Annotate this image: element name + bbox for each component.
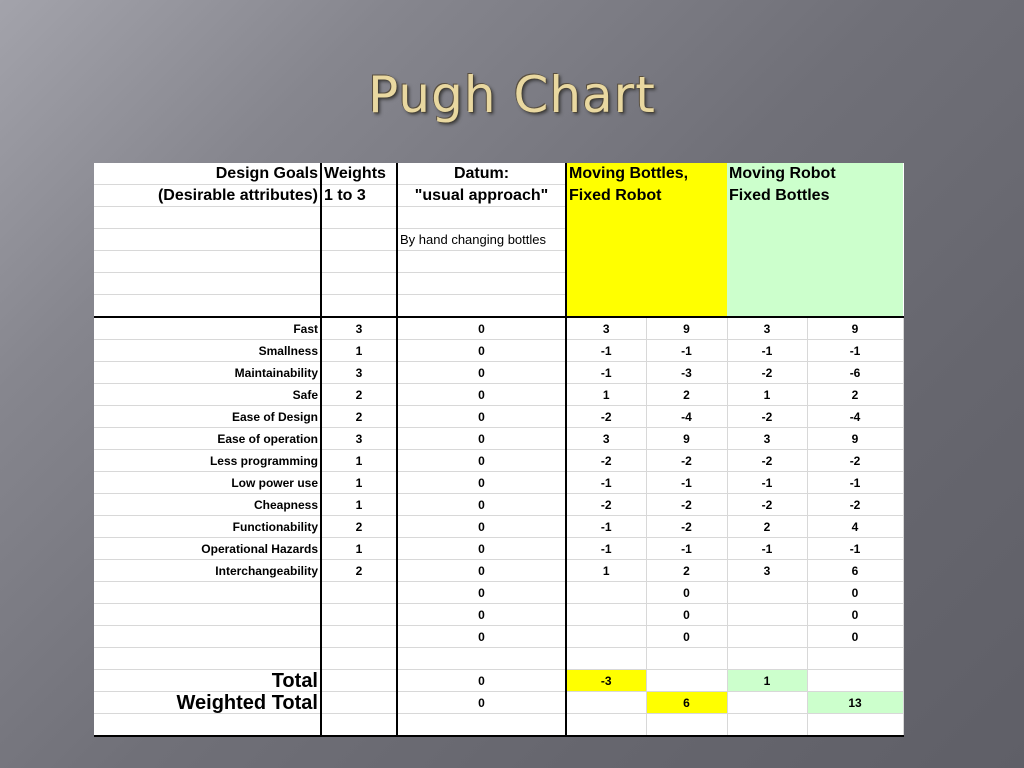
weighted-total-concept2: 13: [807, 692, 903, 714]
criterion-weight: [321, 604, 397, 626]
table-row: [94, 604, 903, 626]
table-row: [94, 362, 903, 384]
criterion-weight: 3: [321, 317, 397, 340]
concept2-weighted: 9: [807, 428, 903, 450]
concept2-score: [727, 582, 807, 604]
header-concept1-line2: Fixed Robot: [566, 185, 727, 207]
total-concept1: -3: [566, 670, 646, 692]
criterion-datum: 0: [397, 317, 566, 340]
criterion-datum: 0: [397, 450, 566, 472]
concept1-score: 1: [566, 384, 646, 406]
concept2-score: 3: [727, 428, 807, 450]
criterion-goal: Safe: [94, 384, 321, 406]
concept1-weighted: -2: [646, 494, 727, 516]
criterion-goal: Less programming: [94, 450, 321, 472]
criterion-goal: Smallness: [94, 340, 321, 362]
concept2-weighted: -6: [807, 362, 903, 384]
criterion-datum: 0: [397, 626, 566, 648]
concept1-weighted: 2: [646, 384, 727, 406]
concept2-weighted: -1: [807, 538, 903, 560]
weighted-total-concept1: 6: [646, 692, 727, 714]
criterion-weight: 2: [321, 384, 397, 406]
concept2-weighted: 2: [807, 384, 903, 406]
total-label: Total: [94, 670, 321, 692]
concept2-score: -2: [727, 450, 807, 472]
criterion-goal: Interchangeability: [94, 560, 321, 582]
concept1-weighted: -1: [646, 538, 727, 560]
concept2-weighted: 9: [807, 317, 903, 340]
criterion-datum: 0: [397, 604, 566, 626]
table-row: [94, 582, 903, 604]
concept2-weighted: -2: [807, 494, 903, 516]
criterion-datum: 0: [397, 340, 566, 362]
table-row: [94, 538, 903, 560]
header-concept2-line1: Moving Robot: [727, 163, 903, 185]
concept2-weighted: 0: [807, 582, 903, 604]
weighted-total-label: Weighted Total: [94, 692, 321, 714]
concept1-score: 3: [566, 428, 646, 450]
concept1-score: -2: [566, 406, 646, 428]
criterion-datum: 0: [397, 538, 566, 560]
concept1-weighted: 9: [646, 317, 727, 340]
concept2-score: 2: [727, 516, 807, 538]
concept1-weighted: -2: [646, 450, 727, 472]
concept1-score: -2: [566, 494, 646, 516]
concept1-header-fill: [566, 207, 727, 318]
concept1-weighted: 0: [646, 626, 727, 648]
criterion-weight: 1: [321, 472, 397, 494]
criterion-weight: 2: [321, 406, 397, 428]
concept2-score: -1: [727, 538, 807, 560]
concept1-score: -1: [566, 472, 646, 494]
concept1-score: -1: [566, 340, 646, 362]
table-row: [94, 472, 903, 494]
criterion-goal: Ease of Design: [94, 406, 321, 428]
concept2-score: [727, 604, 807, 626]
datum-note: By hand changing bottles: [397, 229, 566, 251]
criterion-goal: Fast: [94, 317, 321, 340]
concept1-score: [566, 582, 646, 604]
concept1-weighted: -3: [646, 362, 727, 384]
table-row: [94, 626, 903, 648]
concept2-score: -2: [727, 494, 807, 516]
criterion-goal: Operational Hazards: [94, 538, 321, 560]
concept1-weighted: -4: [646, 406, 727, 428]
header-weights-range: 1 to 3: [321, 185, 397, 207]
header-design-goals: Design Goals: [94, 163, 321, 185]
table-row: [94, 406, 903, 428]
criterion-goal: Cheapness: [94, 494, 321, 516]
concept1-weighted: 0: [646, 604, 727, 626]
concept1-score: -1: [566, 362, 646, 384]
concept1-score: 1: [566, 560, 646, 582]
concept1-weighted: -2: [646, 516, 727, 538]
criterion-goal: Maintainability: [94, 362, 321, 384]
table-row: [94, 494, 903, 516]
concept1-score: -1: [566, 516, 646, 538]
header-concept2-line2: Fixed Bottles: [727, 185, 903, 207]
weighted-total-datum: 0: [397, 692, 566, 714]
total-concept2: 1: [727, 670, 807, 692]
criterion-weight: 3: [321, 362, 397, 384]
header-desirable-attributes: (Desirable attributes): [94, 185, 321, 207]
concept2-weighted: 4: [807, 516, 903, 538]
header-usual-approach: "usual approach": [397, 185, 566, 207]
criterion-weight: [321, 626, 397, 648]
concept2-score: -1: [727, 472, 807, 494]
concept1-weighted: 2: [646, 560, 727, 582]
header-weights: Weights: [321, 163, 397, 185]
concept2-weighted: 6: [807, 560, 903, 582]
concept2-weighted: -2: [807, 450, 903, 472]
criterion-goal: [94, 582, 321, 604]
concept2-weighted: 0: [807, 604, 903, 626]
concept2-score: -2: [727, 362, 807, 384]
criterion-goal: Functionability: [94, 516, 321, 538]
total-datum: 0: [397, 670, 566, 692]
concept2-score: [727, 626, 807, 648]
criterion-weight: 2: [321, 560, 397, 582]
criteria-rows: [94, 317, 903, 648]
criterion-datum: 0: [397, 494, 566, 516]
criterion-datum: 0: [397, 516, 566, 538]
concept1-weighted: -1: [646, 340, 727, 362]
criterion-weight: 3: [321, 428, 397, 450]
concept1-weighted: 9: [646, 428, 727, 450]
concept2-score: -1: [727, 340, 807, 362]
concept2-score: 1: [727, 384, 807, 406]
header-datum: Datum:: [397, 163, 566, 185]
concept2-weighted: -1: [807, 340, 903, 362]
criterion-goal: [94, 626, 321, 648]
concept2-weighted: -1: [807, 472, 903, 494]
concept1-score: 3: [566, 317, 646, 340]
concept1-weighted: 0: [646, 582, 727, 604]
criterion-weight: 1: [321, 538, 397, 560]
table-row: [94, 450, 903, 472]
criterion-datum: 0: [397, 384, 566, 406]
criterion-datum: 0: [397, 406, 566, 428]
pugh-table: [94, 163, 904, 737]
table-row: [94, 560, 903, 582]
concept2-weighted: 0: [807, 626, 903, 648]
criterion-weight: 2: [321, 516, 397, 538]
concept1-weighted: -1: [646, 472, 727, 494]
concept2-score: 3: [727, 560, 807, 582]
table-row: [94, 317, 903, 340]
criterion-datum: 0: [397, 362, 566, 384]
criterion-weight: [321, 582, 397, 604]
concept1-score: [566, 604, 646, 626]
slide-title: Pugh Chart: [368, 66, 656, 124]
criterion-datum: 0: [397, 472, 566, 494]
concept1-score: [566, 626, 646, 648]
totals-section: [94, 648, 903, 737]
criterion-weight: 1: [321, 450, 397, 472]
criterion-weight: 1: [321, 494, 397, 516]
concept2-score: -2: [727, 406, 807, 428]
concept2-weighted: -4: [807, 406, 903, 428]
criterion-datum: 0: [397, 428, 566, 450]
criterion-goal: Low power use: [94, 472, 321, 494]
table-header: [94, 163, 903, 317]
concept1-score: -2: [566, 450, 646, 472]
table-row: [94, 516, 903, 538]
table-row: [94, 340, 903, 362]
criterion-weight: 1: [321, 340, 397, 362]
header-concept1-line1: Moving Bottles,: [566, 163, 727, 185]
concept2-header-fill: [727, 207, 903, 318]
concept1-score: -1: [566, 538, 646, 560]
criterion-datum: 0: [397, 582, 566, 604]
criterion-datum: 0: [397, 560, 566, 582]
criterion-goal: [94, 604, 321, 626]
criterion-goal: Ease of operation: [94, 428, 321, 450]
table-row: [94, 384, 903, 406]
concept2-score: 3: [727, 317, 807, 340]
table-row: [94, 428, 903, 450]
